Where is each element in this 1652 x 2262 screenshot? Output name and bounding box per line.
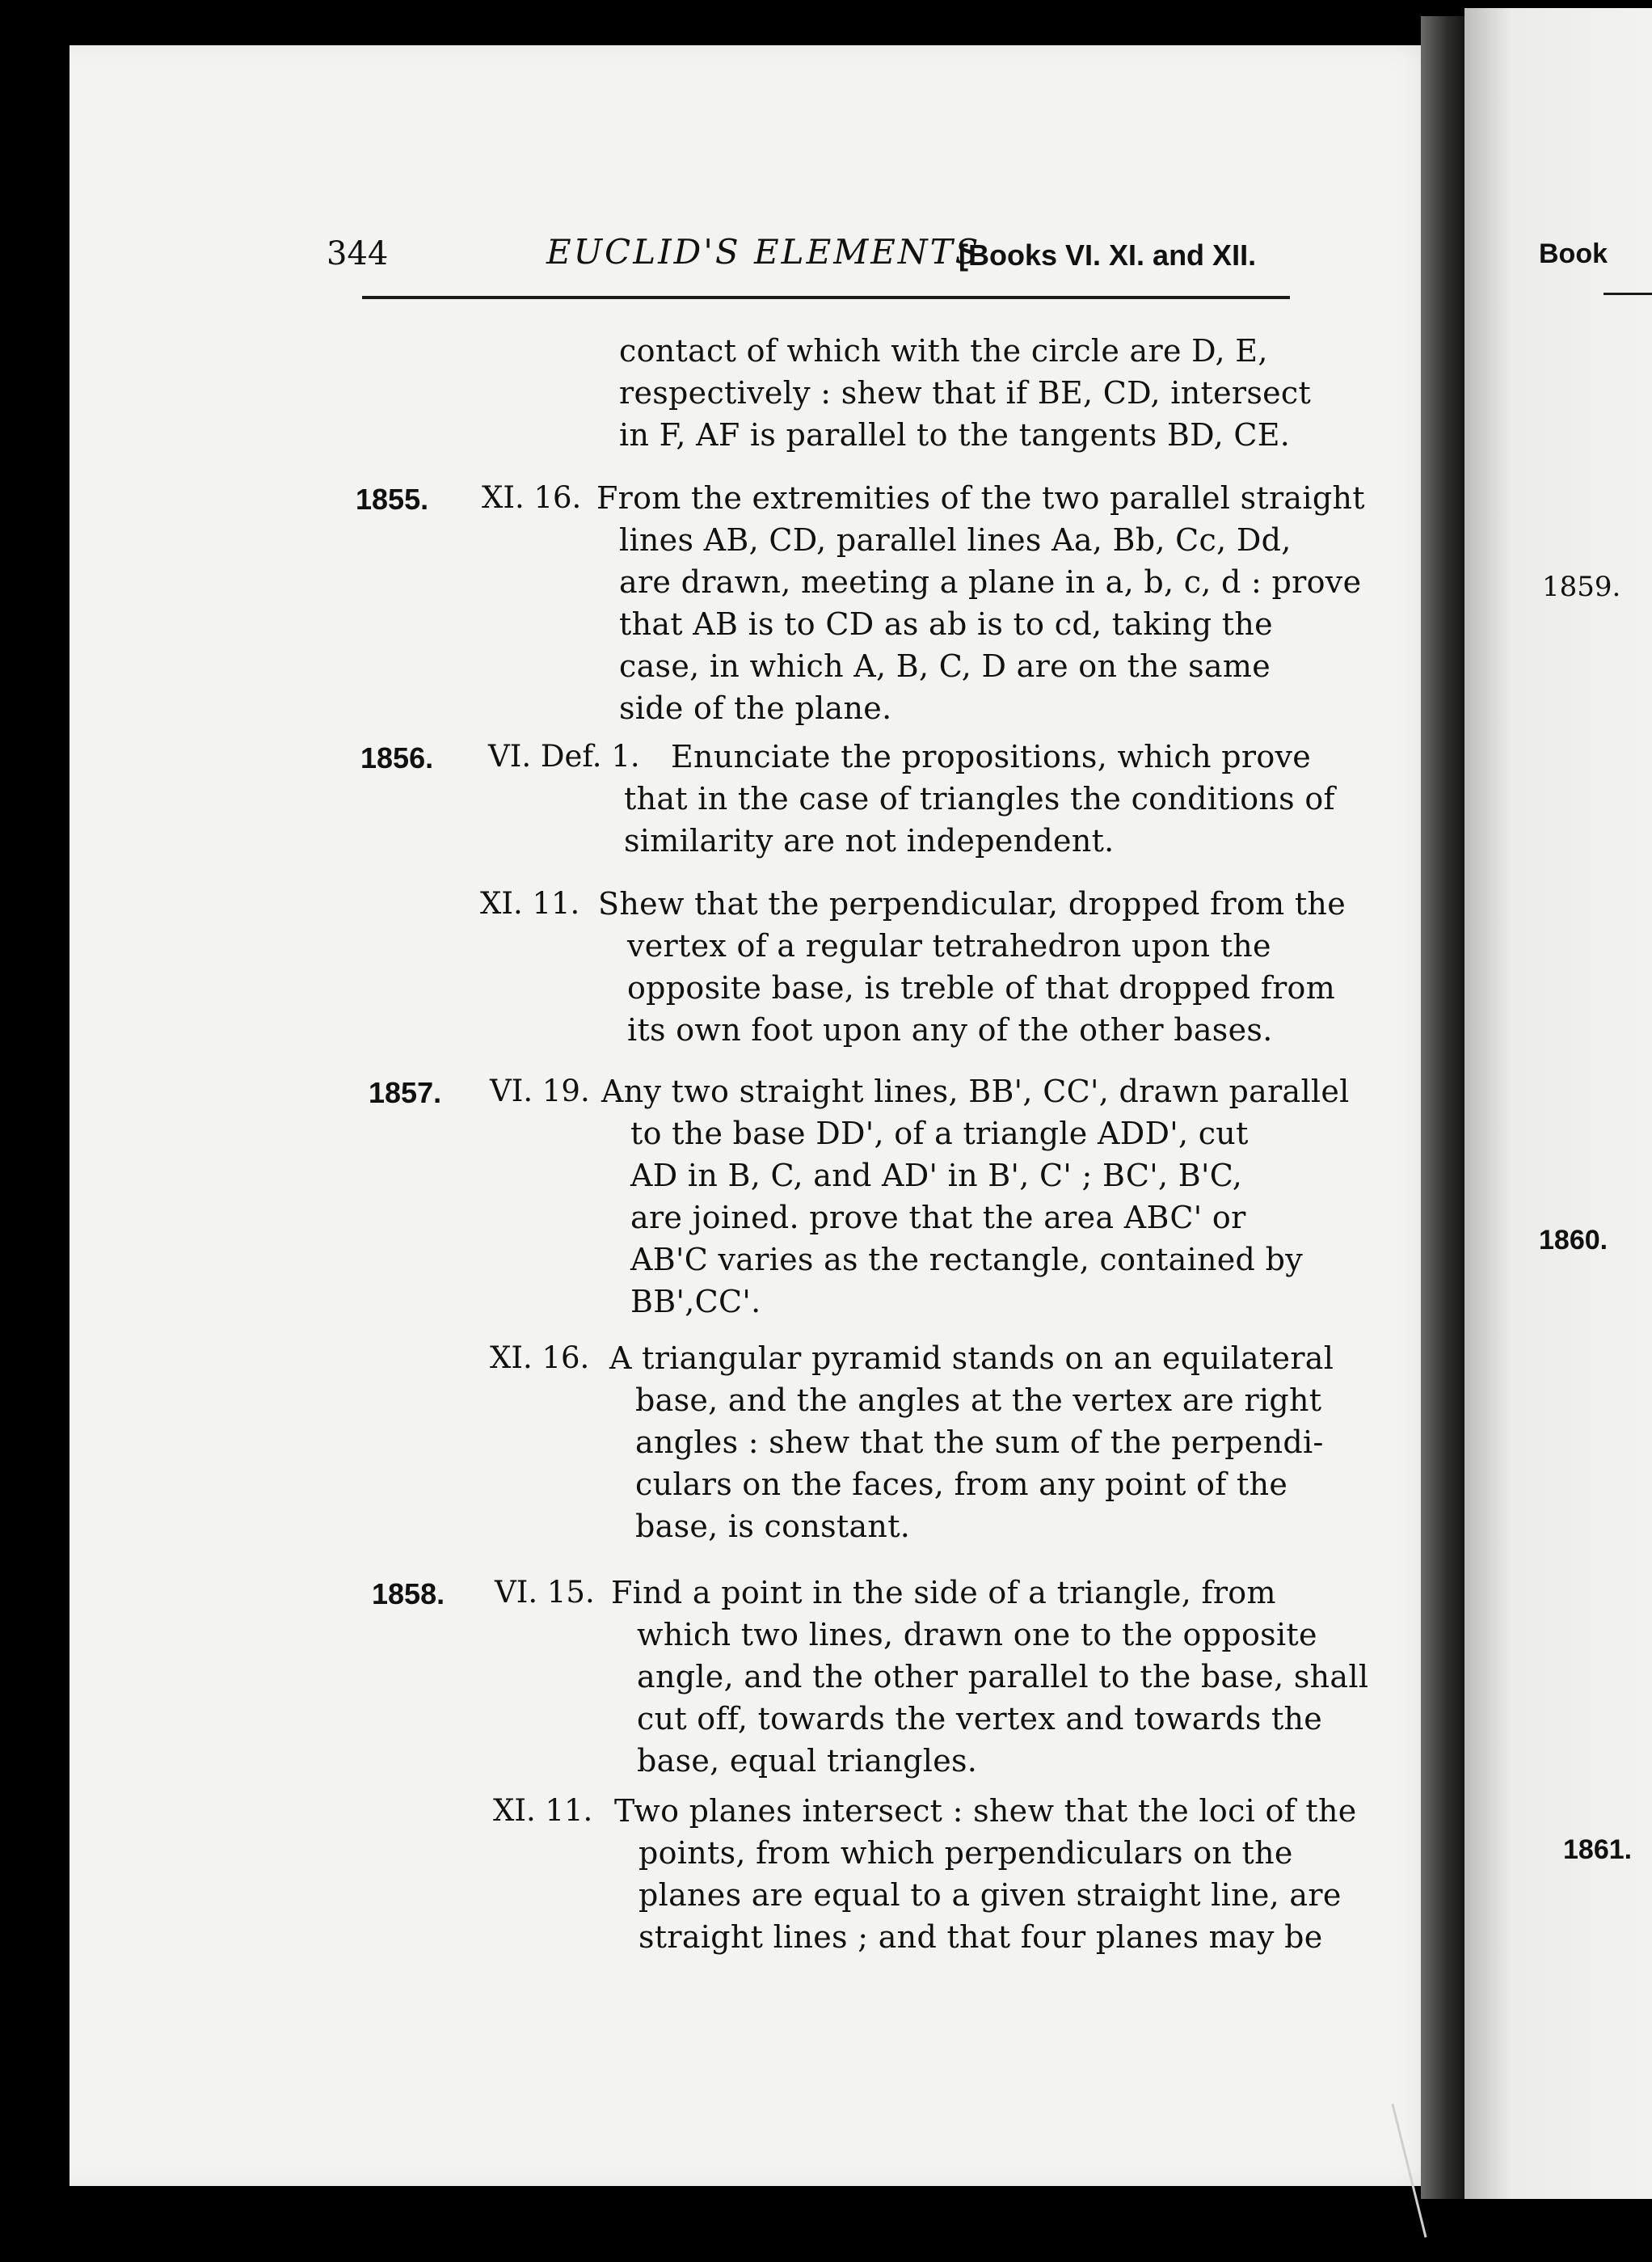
entry-year: 1857. — [369, 1076, 442, 1109]
entry-line: Shew that the perpendicular, dropped from the — [598, 886, 1346, 922]
entry-line: that in the case of triangles the conditions of — [624, 781, 1335, 817]
entry-ref: VI. 15. — [495, 1575, 595, 1610]
continuation-line: contact of which with the circle are D, E, — [619, 333, 1268, 369]
entry-line: are drawn, meeting a plane in a, b, c, d : prove — [619, 564, 1362, 600]
entry-line: points, from which perpendiculars on the — [638, 1835, 1293, 1871]
entry-line: similarity are not independent. — [624, 823, 1115, 859]
entry-ref: VI. Def. 1. — [488, 739, 640, 774]
entry-line: which two lines, drawn one to the opposite — [637, 1617, 1317, 1652]
entry-line: vertex of a regular tetrahedron upon the — [627, 928, 1271, 964]
entry-line: that AB is to CD as ab is to cd, taking the — [619, 606, 1273, 642]
entry-ref: XI. 11. — [493, 1793, 593, 1828]
entry-line: angle, and the other parallel to the base, shall — [637, 1659, 1369, 1694]
header-rule — [362, 296, 1290, 299]
book-gutter — [1421, 16, 1468, 2199]
entry-year: 1858. — [372, 1577, 445, 1610]
entry-line: Any two straight lines, BB', CC', drawn parallel — [601, 1074, 1350, 1109]
entry-ref: VI. 19. — [490, 1074, 590, 1108]
entry-line: Find a point in the side of a triangle, from — [611, 1575, 1276, 1610]
entry-line: Two planes intersect : shew that the loci of the — [614, 1793, 1357, 1829]
entry-line: side of the plane. — [619, 690, 892, 726]
continuation-line: in F, AF is parallel to the tangents BD, CE. — [619, 417, 1291, 453]
right-page-year: 1859. — [1542, 571, 1621, 603]
entry-line: are joined. prove that the area ABC' or — [630, 1200, 1246, 1235]
entry-line: straight lines ; and that four planes may be — [638, 1919, 1323, 1955]
right-header-rule — [1604, 293, 1652, 295]
entry-ref: XI. 16. — [490, 1340, 590, 1375]
running-title: EUCLID'S ELEMENTS. — [546, 232, 993, 272]
entry-year: 1856. — [360, 741, 434, 774]
entry-line: base, is constant. — [635, 1509, 911, 1544]
entry-ref: XI. 11. — [480, 886, 580, 921]
entry-line: culars on the faces, from any point of the — [635, 1467, 1288, 1502]
entry-line: case, in which A, B, C, D are on the same — [619, 648, 1271, 684]
entry-line: base, equal triangles. — [637, 1743, 978, 1779]
entry-ref: XI. 16. — [482, 480, 582, 515]
entry-line: Enunciate the propositions, which prove — [671, 739, 1312, 774]
running-books: [Books VI. XI. and XII. — [959, 238, 1257, 272]
right-page-year: 1861. — [1563, 1834, 1633, 1865]
entry-line: to the base DD', of a triangle ADD', cut — [630, 1116, 1249, 1151]
entry-line: cut off, towards the vertex and towards the — [637, 1701, 1323, 1737]
entry-line: AB'C varies as the rectangle, contained by — [630, 1242, 1303, 1277]
continuation-line: respectively : shew that if BE, CD, intersect — [619, 375, 1312, 411]
page-number: 344 — [327, 235, 389, 272]
entry-line: opposite base, is treble of that dropped from — [627, 970, 1336, 1006]
entry-line: lines AB, CD, parallel lines Aa, Bb, Cc, Dd, — [619, 522, 1292, 558]
entry-line: From the extremities of the two parallel straight — [596, 480, 1365, 516]
entry-line: AD in B, C, and AD' in B', C' ; BC', B'C, — [630, 1158, 1243, 1193]
entry-line: angles : shew that the sum of the perpendi- — [635, 1424, 1324, 1460]
entry-line: base, and the angles at the vertex are right — [635, 1382, 1322, 1418]
entry-line: BB',CC'. — [630, 1284, 761, 1319]
right-page-year: 1860. — [1539, 1225, 1608, 1255]
entry-line: its own foot upon any of the other bases. — [627, 1012, 1273, 1048]
right-page-header: Book — [1539, 238, 1608, 269]
entry-line: A triangular pyramid stands on an equilateral — [609, 1340, 1334, 1376]
entry-year: 1855. — [356, 483, 429, 516]
entry-line: planes are equal to a given straight line, are — [638, 1877, 1342, 1913]
